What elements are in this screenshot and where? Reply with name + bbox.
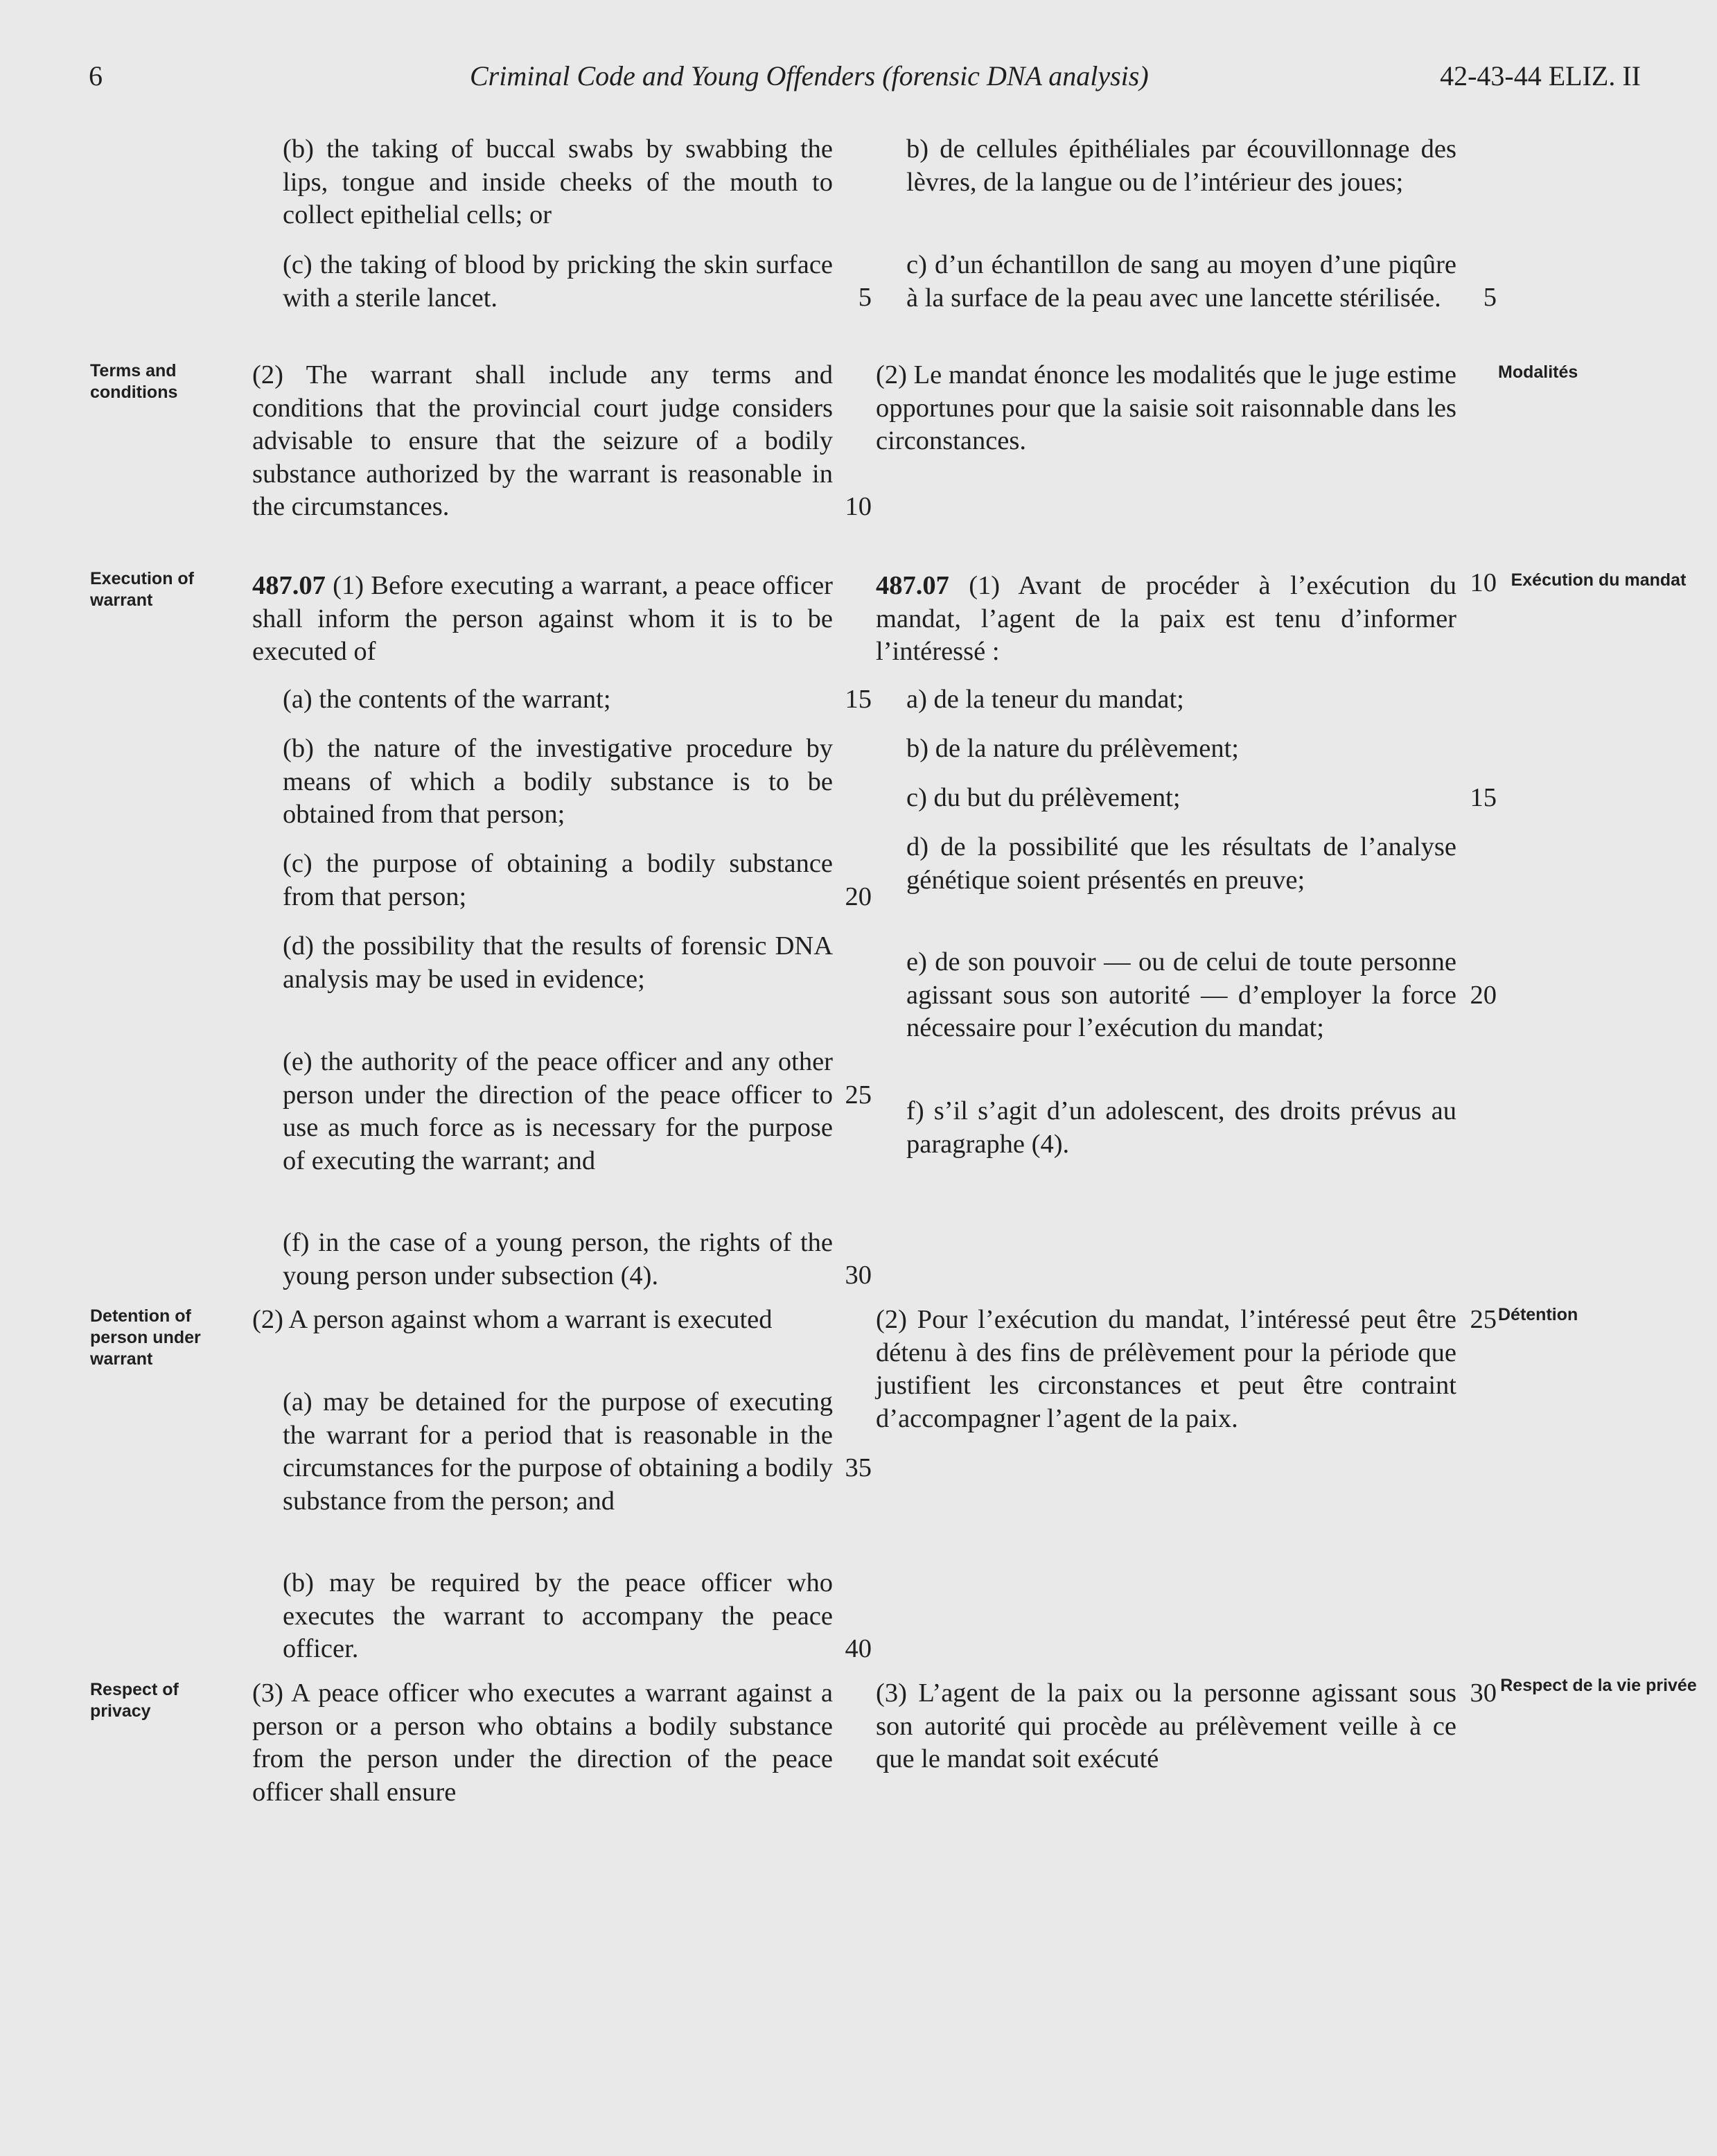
en-item-b: (b) the nature of the investigative procedure by means of which a bodily substance is to be obtained from that person; [283, 734, 833, 829]
line-number: 10 [1470, 568, 1497, 597]
fr-item-c: c) du but du prélèvement; [906, 783, 1181, 812]
line-number: 5 [858, 283, 872, 312]
fr-section-intro: (1) Avant de procéder à l’exécution du mandat, l’agent de la paix est tenu d’informer l’intéressé : [876, 571, 1456, 666]
marginal-note-terms: Terms and conditions [90, 361, 178, 402]
en-subsection-2-detention: (2) A person against whom a warrant is executed [252, 1305, 773, 1334]
en-subsection-2-terms: (2) The warrant shall include any terms and conditions that the provincial court judge considers advisable to ensure that the seizure of a bodily substance authorized by the warrant is reasonable in the circumstances. [252, 360, 833, 521]
line-number: 30 [1470, 1679, 1497, 1708]
marginal-note-detention: Detention of person under warrant [90, 1306, 201, 1369]
marginal-note-modalites: Modalités [1498, 362, 1578, 382]
marginal-note-detention-fr: Détention [1498, 1305, 1578, 1324]
en-item-f: (f) in the case of a young person, the rights of the young person under subsection (4). [283, 1228, 833, 1290]
marginal-note-execution: Execution of warrant [90, 569, 195, 610]
en-detention-a: (a) may be detained for the purpose of executing the warrant for a period that is reasonable in the circumstances for the purpose of obtaining a bodily substance from the person; and [283, 1387, 833, 1516]
line-number: 35 [845, 1453, 872, 1482]
fr-item-e: e) de son pouvoir — ou de celui de toute personne agissant sous son autorité — d’employer la force nécessaire pour l’exécution du mandat; [906, 947, 1456, 1042]
en-item-d: (d) the possibility that the results of forensic DNA analysis may be used in evidence; [283, 931, 833, 994]
page-number: 6 [89, 60, 103, 91]
running-title: Criminal Code and Young Offenders (forensic DNA analysis) [470, 60, 1149, 91]
en-item-c: (c) the purpose of obtaining a bodily substance from that person; [283, 849, 833, 911]
fr-subsection-2-detention: (2) Pour l’exécution du mandat, l’intéressé peut être détenu à des fins de prélèvement pour la période que justifient les circonstances et peut être contraint d’accompagner l’agent de la paix. [876, 1305, 1456, 1433]
fr-subsection-3-vie-privee: (3) L’agent de la paix ou la personne agissant sous son autorité qui procède au prélèvement veille à ce que le mandat soit exécuté [876, 1679, 1456, 1773]
line-number: 30 [845, 1261, 872, 1290]
en-detention-b: (b) may be required by the peace officer who executes the warrant to accompany the peace officer. [283, 1568, 833, 1663]
fr-paragraph-b-cellules: b) de cellules épithéliales par écouvillonnage des lèvres, de la langue ou de l’intérieur des joues; [906, 134, 1456, 197]
en-item-a: (a) the contents of the warrant; [283, 685, 611, 714]
marginal-note-privacy-fr: Respect de la vie privée [1500, 1676, 1697, 1695]
regnal-year: 42-43-44 ELIZ. II [1440, 60, 1641, 91]
line-number: 20 [1470, 981, 1497, 1010]
fr-paragraph-c-sang: c) d’un échantillon de sang au moyen d’une piqûre à la surface de la peau avec une lancette stérilisée. [906, 250, 1456, 313]
fr-subsection-2-modalites: (2) Le mandat énonce les modalités que le juge estime opportunes pour que la saisie soit raisonnable dans les circonstances. [876, 360, 1456, 455]
fr-item-a: a) de la teneur du mandat; [906, 685, 1184, 714]
fr-item-d: d) de la possibilité que les résultats de l’analyse génétique soient présentés en preuve; [906, 832, 1456, 895]
en-section-number: 487.07 [252, 571, 326, 600]
en-paragraph-c-blood: (c) the taking of blood by pricking the skin surface with a sterile lancet. [283, 250, 833, 313]
line-number: 25 [845, 1080, 872, 1110]
en-item-e: (e) the authority of the peace officer and any other person under the direction of the peace officer to use as much force as is necessary for the purpose of executing the warrant; and [283, 1047, 833, 1175]
line-number: 25 [1470, 1305, 1497, 1334]
marginal-note-privacy: Respect of privacy [90, 1680, 179, 1721]
fr-item-f: f) s’il s’agit d’un adolescent, des droits prévus au paragraphe (4). [906, 1096, 1456, 1159]
fr-section-487-07 [876, 570, 1456, 669]
en-subsection-3-privacy: (3) A peace officer who executes a warrant against a person or a person who obtains a bodily substance from the person under the direction of the peace officer shall ensure [252, 1679, 833, 1807]
line-number: 5 [1483, 283, 1497, 312]
line-number: 15 [1470, 783, 1497, 812]
line-number: 15 [845, 685, 872, 714]
line-number: 20 [845, 882, 872, 911]
en-section-intro: (1) Before executing a warrant, a peace officer shall inform the person against whom it is to be executed of [252, 571, 833, 666]
marginal-note-execution-fr: Exécution du mandat [1511, 570, 1687, 590]
line-number: 10 [845, 492, 872, 521]
fr-section-number: 487.07 [876, 571, 949, 600]
en-section-487-07 [252, 570, 833, 669]
en-paragraph-b-swabs: (b) the taking of buccal swabs by swabbing the lips, tongue and inside cheeks of the mouth to collect epithelial cells; or [283, 134, 833, 229]
fr-item-b: b) de la nature du prélèvement; [906, 734, 1239, 763]
line-number: 40 [845, 1634, 872, 1663]
